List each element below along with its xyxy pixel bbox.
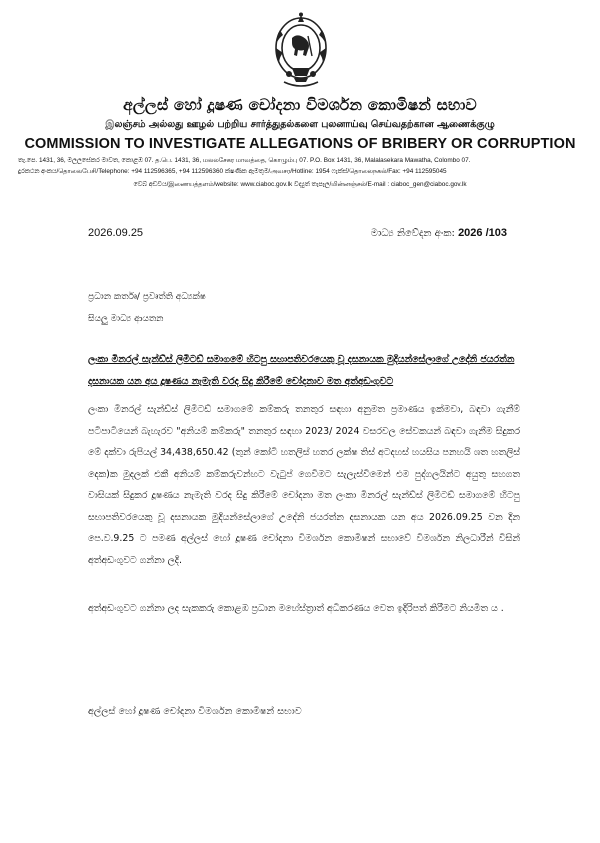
media-release-number [371,227,507,239]
recipient-media: සියලු මාධ්‍ය ආයතන [88,314,164,324]
postal-address: තැ.පෙ. 1431, 36, මලලසේකර මාවත, කොළඹ 07. த.பெ. 1431, 36, மலலசேகர மாவத்தை, கொழும்பு 07. P.O. Box 1431, 36, Malalasekara Mawatha, Colombo 07. [18,157,471,164]
commission-title-tamil: இலஞ்சம் அல்லது ஊழல் பற்றிய சார்த்துதல்களை புலனாய்வு செய்வதற்கான ஆணைக்குழு [105,119,495,130]
contact-numbers: දුරකථන අංකය/தொலைபேசி/Telephone: +94 112596365, +94 112596360 ක්ෂණික ඇමතුම/அவசர/Hotline: 1954 ෆැක්ස්/தொலைநகல்/Fax: +94 112595045 [18,168,447,175]
body-paragraph-1: ලංකා මිනරල් සැන්ඩ්ස් ලිමිටඩ් සමාගමේ කම්කරු තනතුර සඳහා අනුමත ප්‍රමාණය ඉක්මවා, බඳවා ගැනීම් පටිපාටියෙන් බැහැරව "අනියම් කම්කරු" තනතුර සඳහා 2023/ 2024 වසරවල සේවකයන් බඳවා ගැනීම සිදුකර මේ දක්වා රුපියල් 34,438,650.42 (තුන් කෝටි හතලිස් හතර ලක්ෂ තිස් අටදහස් හයසිය පනහයි ශත හතලිස් දෙක)ක මුදලක් එකී අනියම් කම්කරුවන්හට වැටුප් ගෙවීමට සැලැස්වීමෙන් එම පුද්ගලයින්ට අයුතු සහගත වාසියක් සිදුකර දූෂණය නැමැති වරද සිදු කිරීමේ චෝදනා මත ලංකා මිනරල් සැන්ඩ්ස් ලිමිටඩ් සමාගමේ හිටපු සභාපතිවරයෙකු වූ දසනායක මුදියන්සේලාගේ උදේනි ජයරත්න දසනායක යන අය 2026.09.25 වන දින පෙ.ව.9.25 ට පමණ අල්ලස් හෝ දූෂණ චෝදනා විමර්ශන කොමිෂන් සභාවේ විමර්ශන නිලධාරීන් විසින් අත්අඩංගුවට ගන්නා ලදි. [88,404,520,566]
sri-lanka-emblem-icon [270,12,332,90]
release-number-value: 2026 /103 [458,227,507,239]
release-number-label: මාධ්‍ය නිවේදන අංක: [370,228,455,239]
web-and-email: වෙබ් අඩවිය/இணையத்தளம்/website: www.ciaboc.gov.lk විද්‍යුත් තැපෑල/மின்னஞ்சல்/E-mail : ciaboc_gen@ciaboc.gov.lk [133,181,467,188]
signature-line: අල්ලස් හෝ දූෂණ චෝදනා විමර්ශන කොමිෂන් සභාව [88,706,302,717]
body-paragraph-2: අත්අඩංගුවට ගන්නා ලද සැකකරු කොළඹ ප්‍රධාන මහේස්ත්‍රාත් අධිකරණය වෙත ඉදිරිපත් කිරීමට නියමිත ය . [88,603,504,614]
commission-title-english: COMMISSION TO INVESTIGATE ALLEGATIONS OF BRIBERY OR CORRUPTION [24,136,576,152]
subject-heading: ලංකා මිනරල් සැන්ඩ්ස් ලිමිටඩ් සමාගමේ හිටපු සභාපතිවරයෙකු වූ දසනායක මුදියන්සේලාගේ උදේනි ජයරත්න දසනායක යන අය දූෂණය නැමැති වරද සිදු කිරීමේ චෝදනාව මත අත්අඩංගුවට [88,354,515,387]
release-date: 2026.09.25 [88,227,144,239]
commission-title-sinhala: අල්ලස් හෝ දූෂණ චෝදනා විමර්ශන කොමිෂන් සභාව [123,96,477,114]
recipient-editor: ප්‍රධාන කර්තෘ/ ප්‍රවෘත්ති අධ්‍යක්ෂ [88,292,206,302]
